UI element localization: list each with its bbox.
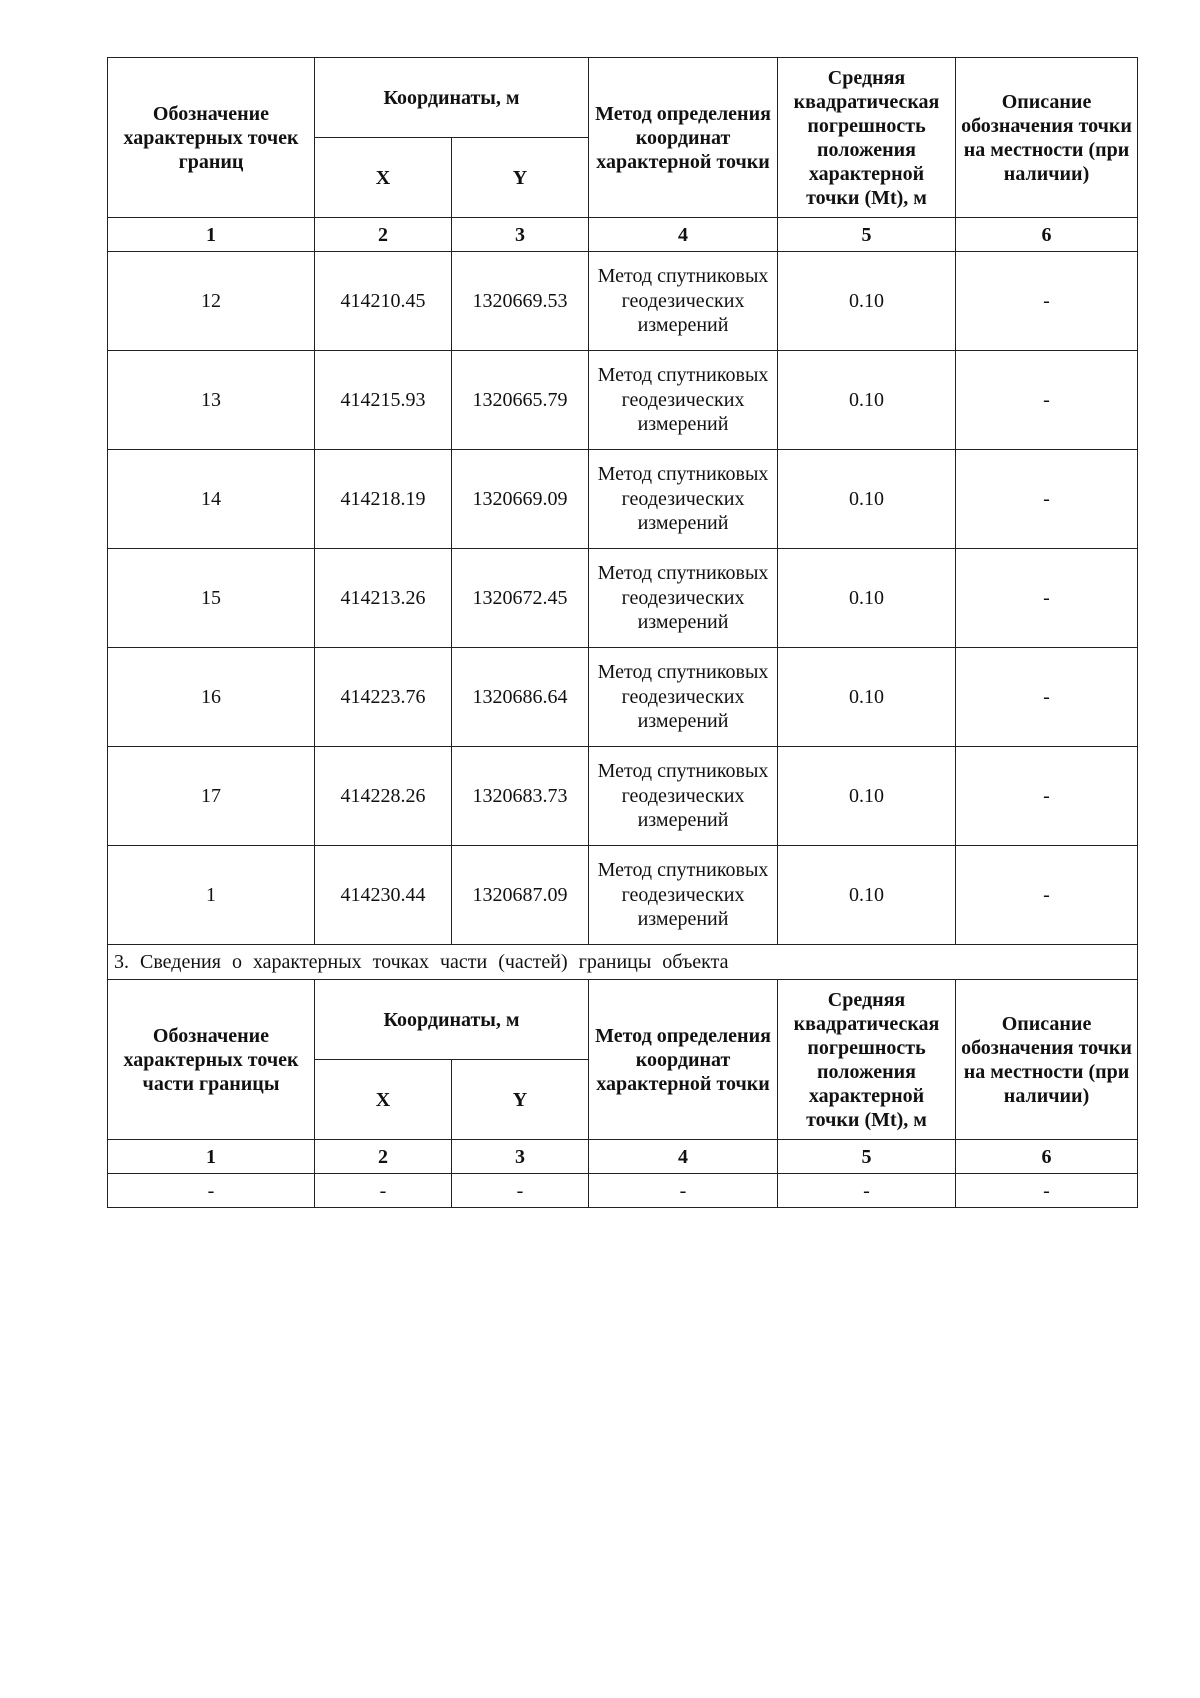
coordinate-y: 1320665.79	[452, 351, 589, 450]
method-cell	[589, 846, 778, 945]
coordinate-y: -	[452, 1174, 589, 1208]
method-cell	[589, 648, 778, 747]
column-number: 1	[108, 218, 315, 252]
section-3-title: 3. Сведения о характерных точках части (частей) границы объекта	[108, 945, 1138, 980]
coordinate-x: 414230.44	[315, 846, 452, 945]
table-row	[108, 846, 1138, 945]
error-value: 0.10	[778, 648, 956, 747]
header-coordinates: Координаты, м	[315, 58, 589, 138]
method-text: Метод спутниковых геодезических измерений	[597, 562, 769, 634]
point-number: 12	[108, 252, 315, 351]
coordinate-y: 1320669.53	[452, 252, 589, 351]
header-point-description: Описание обозначения точки на местности (при наличии)	[956, 58, 1138, 218]
coordinate-x: 414215.93	[315, 351, 452, 450]
column-number: 4	[589, 1140, 778, 1174]
column-number: 5	[778, 218, 956, 252]
error-value: -	[778, 1174, 956, 1208]
point-number: 13	[108, 351, 315, 450]
column-number: 1	[108, 1140, 315, 1174]
error-value: 0.10	[778, 450, 956, 549]
table-row	[108, 1174, 1138, 1208]
table1-header-row	[108, 58, 1138, 138]
method-text: Метод спутниковых геодезических измерений	[597, 661, 769, 733]
header-point-designation: Обозначение характерных точек границ	[108, 58, 315, 218]
table2-column-numbers	[108, 1140, 1138, 1174]
point-description: -	[956, 846, 1138, 945]
column-number: 2	[315, 218, 452, 252]
method-text: Метод спутниковых геодезических измерений	[597, 760, 769, 832]
column-number: 6	[956, 1140, 1138, 1174]
header-mean-square-error: Средняя квадратическая погрешность положения характерной точки (Mt), м	[778, 980, 956, 1140]
table1-column-numbers	[108, 218, 1138, 252]
point-number: 15	[108, 549, 315, 648]
header-coordinates: Координаты, м	[315, 980, 589, 1060]
header-method: Метод определения координат характерной точки	[589, 980, 778, 1140]
table-row	[108, 549, 1138, 648]
table-row	[108, 252, 1138, 351]
point-description: -	[956, 252, 1138, 351]
point-description: -	[956, 351, 1138, 450]
point-number: 17	[108, 747, 315, 846]
method-cell: -	[589, 1174, 778, 1208]
section-title-row	[108, 945, 1138, 980]
column-number: 6	[956, 218, 1138, 252]
point-number: 16	[108, 648, 315, 747]
column-number: 3	[452, 218, 589, 252]
coordinate-y: 1320672.45	[452, 549, 589, 648]
table-row	[108, 351, 1138, 450]
column-number: 5	[778, 1140, 956, 1174]
error-value: 0.10	[778, 252, 956, 351]
method-text: Метод спутниковых геодезических измерений	[597, 463, 769, 535]
point-number: 1	[108, 846, 315, 945]
coordinate-x: -	[315, 1174, 452, 1208]
coordinate-x: 414223.76	[315, 648, 452, 747]
header-x: X	[315, 138, 452, 218]
method-text: Метод спутниковых геодезических измерений	[597, 859, 769, 931]
header-point-description: Описание обозначения точки на местности (при наличии)	[956, 980, 1138, 1140]
column-number: 4	[589, 218, 778, 252]
error-value: 0.10	[778, 549, 956, 648]
point-description: -	[956, 648, 1138, 747]
table2-header-row	[108, 980, 1138, 1060]
coordinate-x: 414218.19	[315, 450, 452, 549]
method-cell	[589, 549, 778, 648]
header-y: Y	[452, 138, 589, 218]
coordinates-document	[107, 57, 1137, 1208]
method-text: Метод спутниковых геодезических измерений	[597, 265, 769, 337]
method-cell	[589, 252, 778, 351]
header-point-designation: Обозначение характерных точек части границы	[108, 980, 315, 1140]
point-description: -	[956, 747, 1138, 846]
coordinate-x: 414210.45	[315, 252, 452, 351]
coordinate-y: 1320683.73	[452, 747, 589, 846]
column-number: 2	[315, 1140, 452, 1174]
coordinate-x: 414228.26	[315, 747, 452, 846]
error-value: 0.10	[778, 351, 956, 450]
point-number: -	[108, 1174, 315, 1208]
header-mean-square-error: Средняя квадратическая погрешность положения характерной точки (Mt), м	[778, 58, 956, 218]
error-value: 0.10	[778, 846, 956, 945]
coordinate-y: 1320686.64	[452, 648, 589, 747]
error-value: 0.10	[778, 747, 956, 846]
point-number: 14	[108, 450, 315, 549]
method-cell	[589, 351, 778, 450]
table-row	[108, 747, 1138, 846]
point-description: -	[956, 549, 1138, 648]
method-cell	[589, 450, 778, 549]
header-y: Y	[452, 1060, 589, 1140]
point-description: -	[956, 1174, 1138, 1208]
header-x: X	[315, 1060, 452, 1140]
coordinate-x: 414213.26	[315, 549, 452, 648]
column-number: 3	[452, 1140, 589, 1174]
coordinate-y: 1320687.09	[452, 846, 589, 945]
coordinate-y: 1320669.09	[452, 450, 589, 549]
table-row	[108, 648, 1138, 747]
coordinates-table	[107, 57, 1138, 1208]
header-method: Метод определения координат характерной точки	[589, 58, 778, 218]
method-cell	[589, 747, 778, 846]
method-text: Метод спутниковых геодезических измерений	[597, 364, 769, 436]
point-description: -	[956, 450, 1138, 549]
table-row	[108, 450, 1138, 549]
